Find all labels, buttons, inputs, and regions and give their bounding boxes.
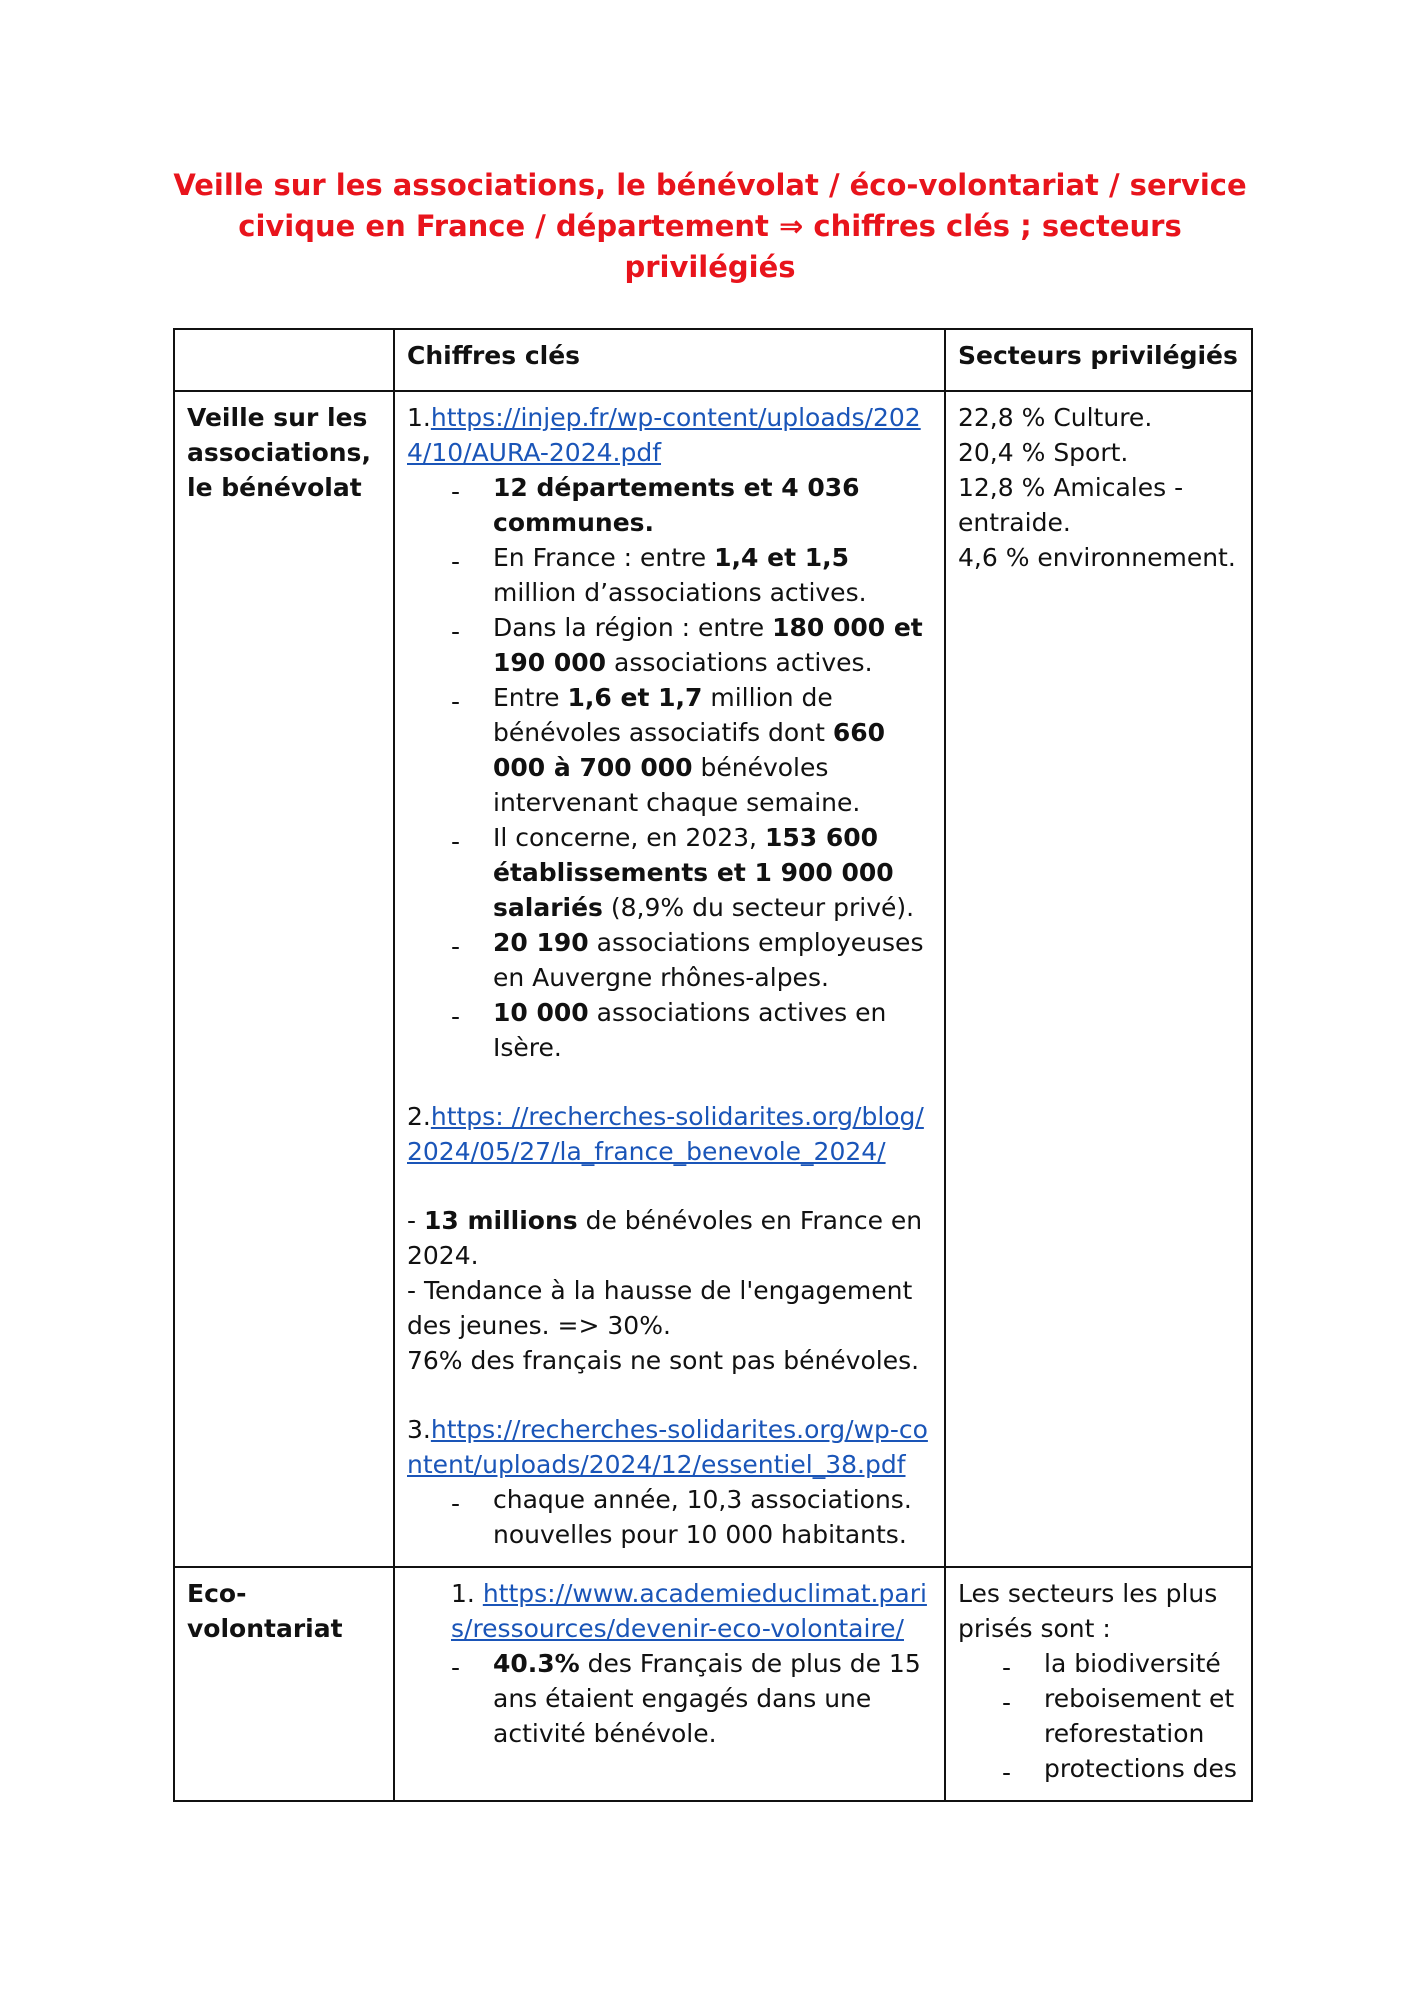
bullet-list-essentiel [407,1482,932,1552]
source-link-academie-climat[interactable]: https://www.academieduclimat.paris/ressources/devenir-eco-volontaire/ [451,1579,927,1643]
sector-line: 12,8 % Amicales - entraide. [958,473,1184,537]
source-number: 1. [407,403,431,432]
sector-line: 20,4 % Sport. [958,438,1129,467]
paragraph-benevoles: - 13 millions de bénévoles en France en 2024. [407,1206,923,1270]
source-3 [407,1412,932,1482]
secteurs-cell-eco-volontariat [945,1567,1252,1801]
list-item: - 40.3% des Français de plus de 15 ans étaient engagés dans une activité bénévole. [407,1646,932,1751]
header-cell-chiffres: Chiffres clés [394,329,945,391]
table-row-associations [174,391,1252,1567]
page-title: Veille sur les associations, le bénévolat / éco-volontariat / service civique en France / département ⇒ chiffres clés ; secteurs privilégiés [173,168,1247,284]
paragraph-non-benevoles: 76% des français ne sont pas bénévoles. [407,1346,920,1375]
sector-line: 4,6 % environnement. [958,543,1236,572]
list-item: - Entre 1,6 et 1,7 million de bénévoles associatifs dont 660 000 à 700 000 bénévoles intervenant chaque semaine. [407,680,932,820]
row-label-associations: Veille sur les associations, le bénévolat [174,391,394,1567]
source-number: 2. [407,1102,431,1131]
chiffres-cell-associations [394,391,945,1567]
sector-line: 22,8 % Culture. [958,403,1153,432]
sector-list [958,1646,1239,1786]
header-cell-secteurs: Secteurs privilégiés [945,329,1252,391]
secteurs-cell-associations [945,391,1252,1567]
source-link-recherches-blog[interactable]: https: //recherches-solidarites.org/blog/2024/05/27/la_france_benevole_2024/ [407,1102,924,1166]
list-item: - Dans la région : entre 180 000 et 190 000 associations actives. [407,610,932,680]
bullet-list-academie [407,1646,932,1751]
list-item: - la biodiversité [958,1646,1239,1681]
summary-table [173,328,1253,1802]
source-1 [407,1576,932,1646]
header-cell-empty [174,329,394,391]
list-item: - 10 000 associations actives en Isère. [407,995,932,1065]
paragraph-jeunes: - Tendance à la hausse de l'engagement des jeunes. => 30%. [407,1276,913,1340]
list-item: - chaque année, 10,3 associations. nouvelles pour 10 000 habitants. [407,1482,932,1552]
list-item: - 12 départements et 4 036 communes. [407,470,932,540]
source-number: 1. [451,1579,475,1608]
chiffres-cell-eco-volontariat [394,1567,945,1801]
list-item: - En France : entre 1,4 et 1,5 million d’associations actives. [407,540,932,610]
table-row-eco-volontariat [174,1567,1252,1801]
list-item: - protections des [958,1751,1239,1786]
list-item: - reboisement et reforestation [958,1681,1239,1751]
source-link-injep[interactable]: https://injep.fr/wp-content/uploads/2024/10/AURA-2024.pdf [407,403,921,467]
source-1 [407,400,932,470]
row-label-eco-volontariat: Eco-volontariat [174,1567,394,1801]
table-header-row [174,329,1252,391]
list-item: - Il concerne, en 2023, 153 600 établissements et 1 900 000 salariés (8,9% du secteur privé). [407,820,932,925]
source-number: 3. [407,1415,431,1444]
source-2 [407,1099,932,1169]
bullet-list-injep [407,470,932,1065]
source-link-essentiel[interactable]: https://recherches-solidarites.org/wp-content/uploads/2024/12/essentiel_38.pdf [407,1415,928,1479]
list-item: - 20 190 associations employeuses en Auvergne rhônes-alpes. [407,925,932,995]
sectors-intro: Les secteurs les plus prisés sont : [958,1579,1218,1643]
